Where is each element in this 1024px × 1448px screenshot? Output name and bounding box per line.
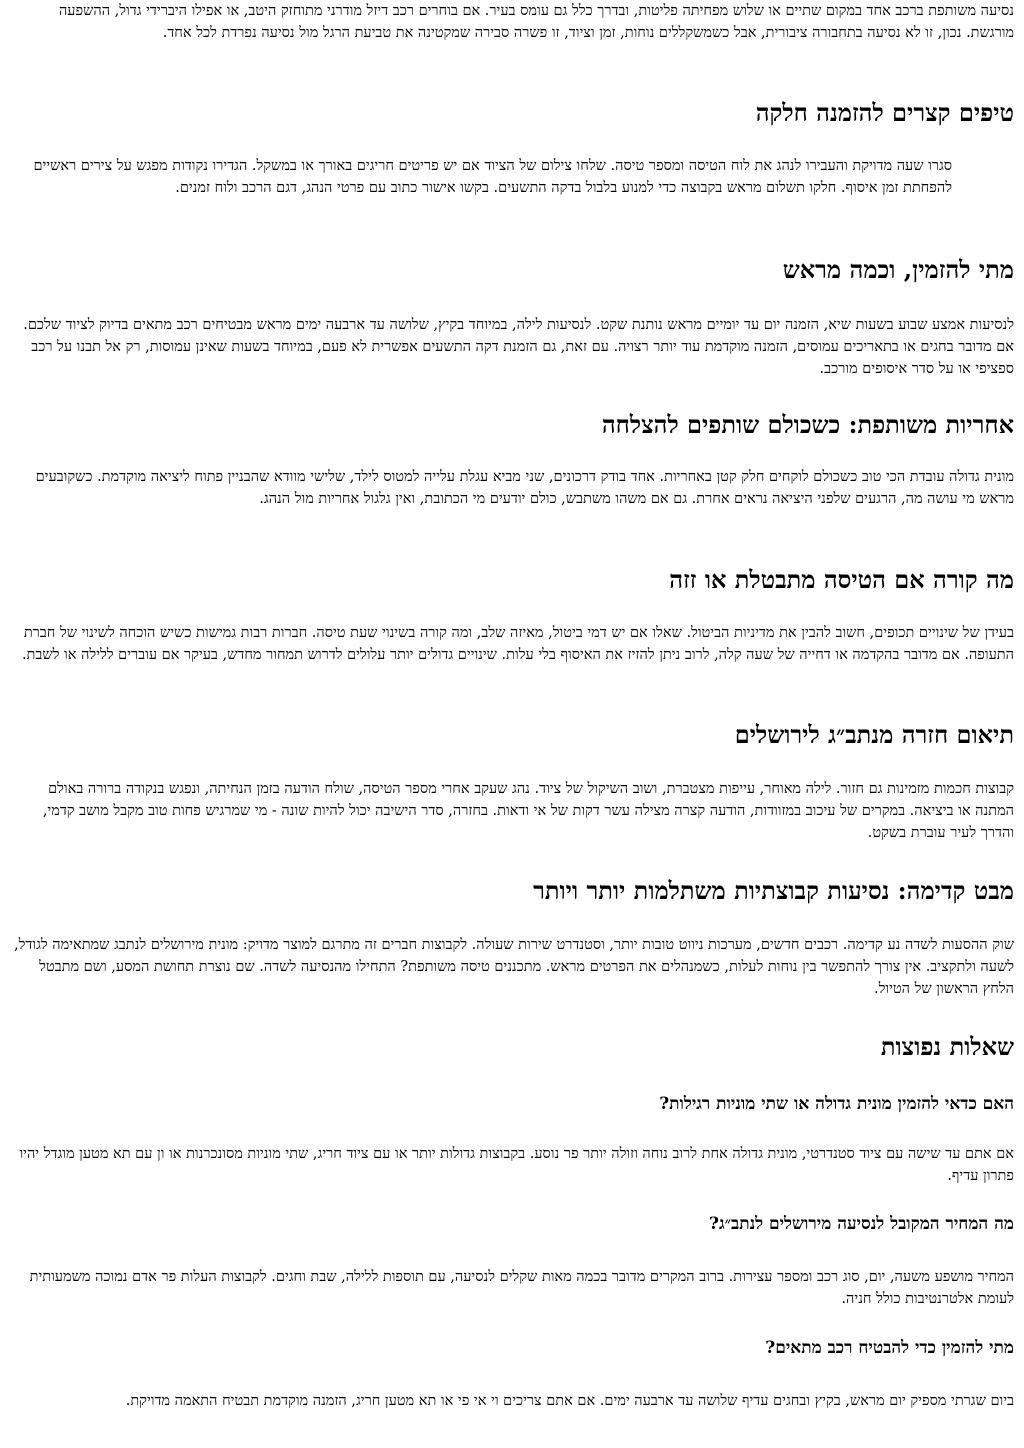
faq-heading: שאלות נפוצות	[880, 1032, 1014, 1061]
section-body-shared-responsibility: מונית גדולה עובדת הכי טוב כשכולם לוקחים חלק קטן באחריות. אחד בודק דרכונים, שני מביא עגלת עלייה למטוס לילד, שלישי מוודא שהבניין פתוח ליציאה מוקדמת. כשקובעים מראש מי עושה מה, הרגעים שלפני היציאה נראים אחרת. גם אם משהו משתבש, כולם יודעים מי הכתובת, ואין גלגול אחריות מול הנהג.	[35, 469, 1014, 507]
section-heading-smooth-booking-tips: טיפים קצרים להזמנה חלקה	[755, 98, 1014, 127]
section-body-smooth-booking-tips: סגרו שעה מדויקת והעבירו לנהג את לוח הטיסה ומספר טיסה. שלחו צילום של הציוד אם יש פריטים חריגים באורך או במשקל. הגדירו נקודות מפגש על צירים ראשיים להפחתת זמן איסוף. חלקו תשלום מראש בקבוצה כדי למנוע בלבול בדקה התשעים. בקשו אישור כתוב עם פרטי הנהג, דגם הרכב ולוח זמנים.	[33, 158, 952, 196]
section-body-looking-ahead: שוק ההסעות לשדה נע קדימה. רכבים חדשים, מערכות ניווט טובות יותר, וסטנדרט שירות שעולה. לקבוצות חברים זה מתרגם למוצר מדויק: מונית מירושלים לנתבג שמתאימה לגודל, לשעה ולתקציב. אין צורך להתפשר בין נוחות לעלות, כשמנהלים את הפרטים מראש. מתכננים טיסה משותפת? התחילו מהנסיעה לשדה. שם נוצרת תחושת המסע, ושם מתבטל הלחץ הראשון של הטיול.	[14, 937, 1014, 997]
section-body-when-to-book: לנסיעות אמצע שבוע בשעות שיא, הזמנה יום עד יומיים מראש נותנת שקט. לנסיעות לילה, במיוחד בקיץ, שלושה עד ארבעה ימים מראש מבטיחים רכב מתאים בדיוק לציוד שלכם. אם מדובר בחגים או בתאריכים עמוסים, הזמנה מוקדמת עוד יותר רצויה. עם זאת, גם הזמנת דקה התשעים אפשרית לא פעם, במיוחד בשעות שאינן עמוסות, רק אל תבנו על רכב ספציפי או על סדר איסופים מורכב.	[23, 317, 1014, 377]
section-body-flight-cancel: בעידן של שינויים תכופים, חשוב להבין את מדיניות הביטול. שאלו אם יש דמי ביטול, מאיזה שלב, ומה קורה בשינוי שעת טיסה. חברות רבות גמישות כשיש הוכחה לשינוי של חברת התעופה. אם מדובר בהקדמה או דחייה של שעה קלה, לרוב ניתן להזיז את האיסוף בלי עלות. שינויים גדולים יותר עלולים לדרוש תמחור מחדש, בעיקר אם עוברים ללילה או לשבת.	[21, 625, 1014, 663]
faq-question: מתי להזמין כדי להבטיח רכב מתאים?	[765, 1338, 1014, 1358]
faq-question: מה המחיר המקובל לנסיעה מירושלים לנתב״ג?	[709, 1214, 1014, 1234]
section-heading-flight-cancel: מה קורה אם הטיסה מתבטלת או זזה	[669, 565, 1014, 594]
section-heading-looking-ahead: מבט קדימה: נסיעות קבוצתיות משתלמות יותר ויותר	[533, 876, 1014, 905]
section-heading-when-to-book: מתי להזמין, וכמה מראש	[782, 255, 1014, 284]
faq-answer: ביום שגרתי מספיק יום מראש, בקיץ ובחגים עדיף שלושה עד ארבעה ימים. אם אתם צריכים וי אי פי או תא מטען חריג, הזמנה מוקדמת תבטיח התאמה מדויקת.	[125, 1393, 1014, 1409]
faq-answer: אם אתם עד שישה עם ציוד סטנדרטי, מונית גדולה אחת לרוב נוחה וזולה יותר פר נוסע. בקבוצות גדולות יותר או עם ציוד חריג, שתי מוניות מסונכרנות או ון עם תא מטען מוגדל יהיו פתרון עדיף.	[19, 1146, 1014, 1184]
faq-question: האם כדאי להזמין מונית גדולה או שתי מוניות רגילות?	[659, 1094, 1014, 1114]
faq-answer: המחיר מושפע משעה, יום, סוג רכב ומספר עצירות. ברוב המקרים מדובר בכמה מאות שקלים לנסיעה, עם תוספות ללילה, שבת וחגים. לקבוצות העלות פר אדם נמוכה משמעותית לעומת אלטרנטיבות כולל חניה.	[29, 1269, 1014, 1307]
section-heading-return-coordination: תיאום חזרה מנתב״ג לירושלים	[734, 720, 1014, 749]
section-body-return-coordination: קבוצות חכמות מזמינות גם חזור. לילה מאוחר, עייפות מצטברת, ושוב השיקול של ציוד. נהג שעקב אחרי מספר הטיסה, שולח הודעה בזמן הנחיתה, ונפגש בנקודה ברורה באולם המתנה או ביציאה. במקרים של עיכוב במזוודות, הודעה קצרה מצילה עשר דקות של אי ודאות. בחזרה, סדר הישיבה יכול להיות שונה - מי שמרגיש פחות טוב מקבל מושב קדמי, והדרך לעיר עוברת בשקט.	[42, 781, 1014, 841]
intro-paragraph: נסיעה משותפת ברכב אחד במקום שתיים או שלוש מפחיתה פליטות, ובדרך כלל גם עומס בעיר. אם בוחרים רכב דיזל מודרני מתוחזק היטב, או אפילו היברידי גדול, ההשפעה מורגשת. נכון, זו לא נסיעה בתחבורה ציבורית, אבל כשמשקללים נוחות, זמן וציוד, זו פשרה סבירה שמקטינה את טביעת הרגל מול נסיעה נפרדת לכל אחד.	[58, 3, 1014, 41]
section-heading-shared-responsibility: אחריות משותפת: כשכולם שותפים להצלחה	[601, 410, 1014, 439]
